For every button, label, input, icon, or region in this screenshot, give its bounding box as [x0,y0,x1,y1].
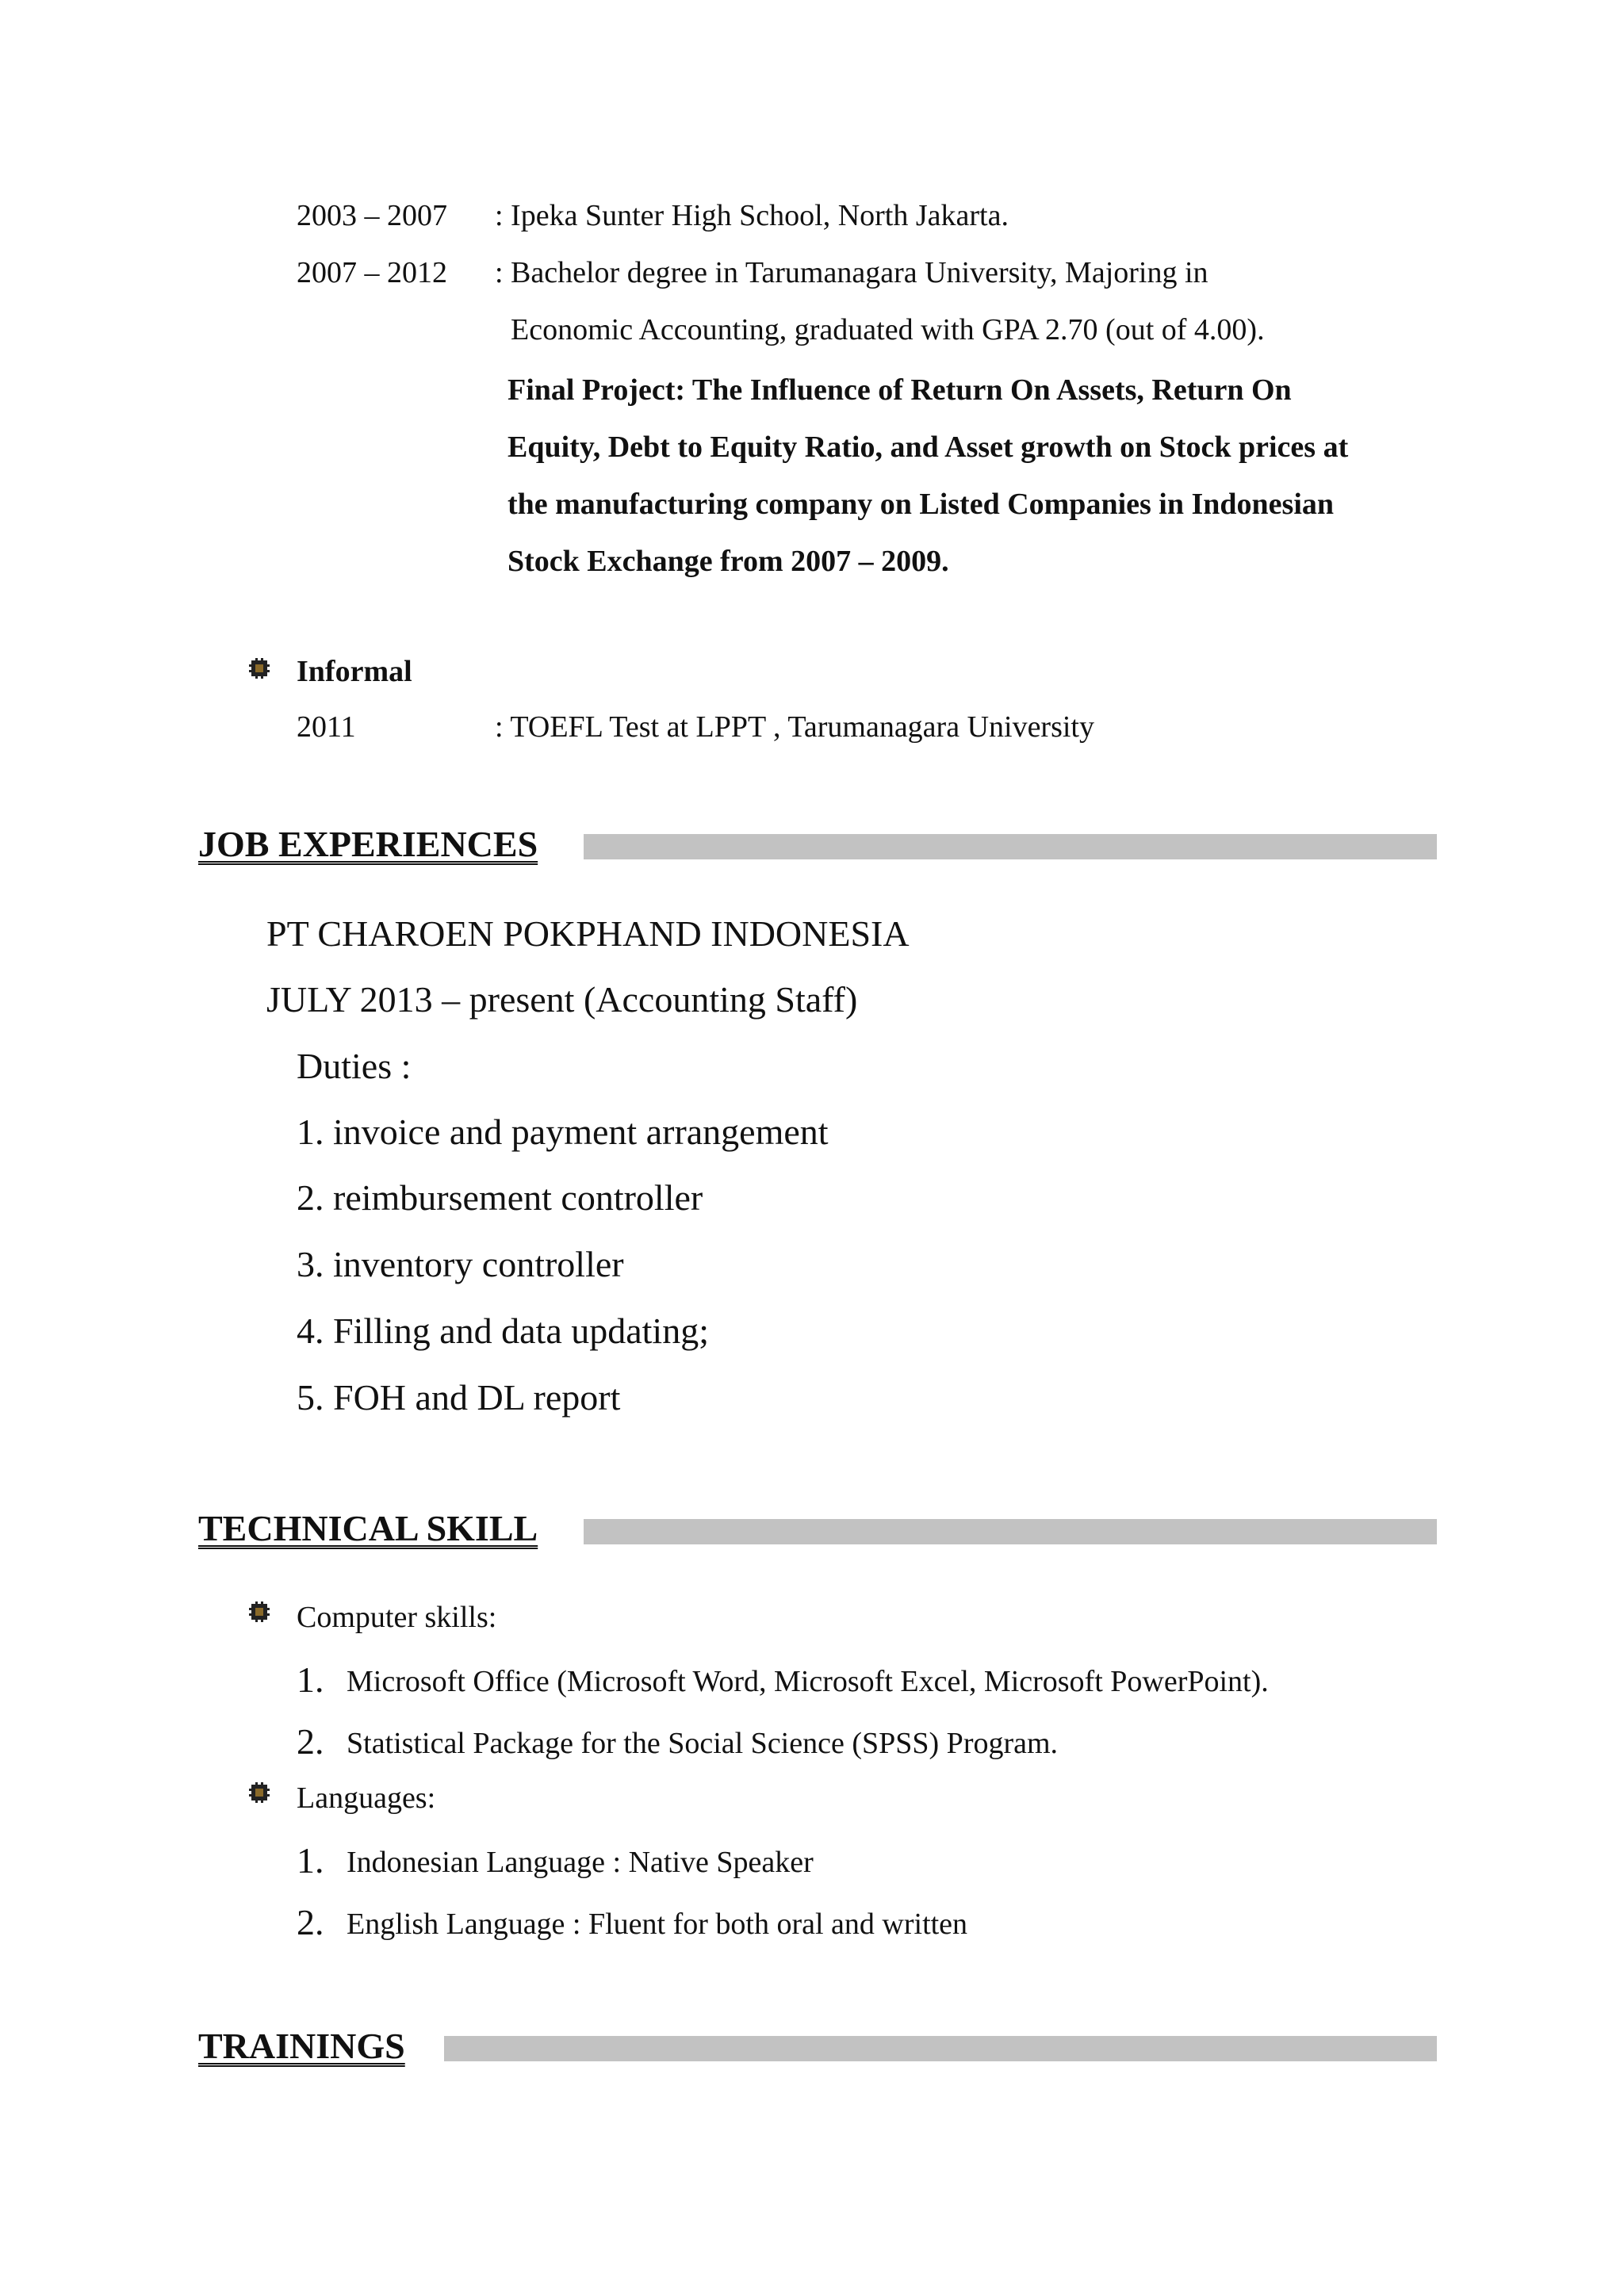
edu-year-1: 2003 – 2007 [297,199,447,232]
informal-label: Informal [297,655,412,688]
duties-label: Duties : [297,1046,412,1086]
final-project-line-3: the manufacturing company on Listed Companies in Indonesian [508,488,1335,521]
square-bullet-icon [249,658,270,679]
final-project-line-2: Equity, Debt to Equity Ratio, and Asset growth on Stock prices at [508,430,1349,464]
section-divider-bar [584,1519,1437,1544]
final-project-line-4: Stock Exchange from 2007 – 2009. [508,545,949,578]
informal-text: : TOEFL Test at LPPT , Tarumanagara University [495,710,1094,744]
edu-text-1: : Ipeka Sunter High School, North Jakarta. [495,199,1009,232]
informal-year: 2011 [297,710,356,744]
duty-item: 5. FOH and DL report [297,1377,621,1418]
language-number: 1. [297,1840,324,1881]
edu-text-2: : Bachelor degree in Tarumanagara University, Majoring in [495,256,1208,289]
duty-item: 3. inventory controller [297,1244,624,1284]
edu-year-2: 2007 – 2012 [297,256,447,289]
square-bullet-icon [249,1601,270,1622]
language-item: Indonesian Language : Native Speaker [347,1846,814,1879]
duty-item: 2. reimbursement controller [297,1177,703,1218]
computer-skill-item: Statistical Package for the Social Science (SPSS) Program. [347,1727,1059,1760]
section-divider-bar [584,834,1437,859]
language-number: 2. [297,1902,324,1942]
computer-skills-label: Computer skills: [297,1601,497,1634]
computer-skill-number: 2. [297,1721,324,1762]
square-bullet-icon [249,1782,270,1803]
languages-label: Languages: [297,1781,436,1815]
section-divider-bar [444,2036,1437,2061]
final-project-line-1: Final Project: The Influence of Return On Assets, Return On [508,373,1292,407]
section-title-job-experiences: JOB EXPERIENCES [198,824,538,864]
duty-item: 4. Filling and data updating; [297,1311,709,1351]
company-name: PT CHAROEN POKPHAND INDONESIA [266,913,910,954]
section-title-technical-skill: TECHNICAL SKILL [198,1508,538,1548]
section-title-trainings: TRAININGS [198,2026,405,2066]
job-period: JULY 2013 – present (Accounting Staff) [266,979,858,1020]
language-item: English Language : Fluent for both oral and written [347,1908,968,1941]
edu-continuation: Economic Accounting, graduated with GPA 2.70 (out of 4.00). [511,313,1265,346]
duty-item: 1. invoice and payment arrangement [297,1112,829,1152]
computer-skill-number: 1. [297,1659,324,1700]
computer-skill-item: Microsoft Office (Microsoft Word, Microsoft Excel, Microsoft PowerPoint). [347,1665,1269,1698]
